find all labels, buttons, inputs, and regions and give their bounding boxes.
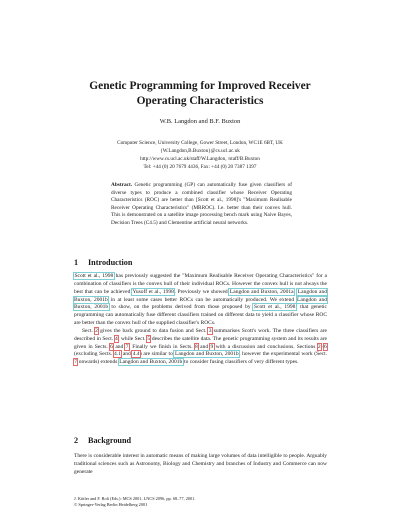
body-text: ; [294,288,298,295]
body-text: ) are similar to [139,351,175,358]
body-text: Sect. [82,327,95,334]
section-reference-link[interactable]: 6 [323,343,327,350]
citation-link[interactable]: Scott et al., 1998 [253,304,296,311]
body-text: . Previously we showed [174,288,230,295]
body-text: summarises Scott's work. The three classifiers are described in Sect. [74,327,327,342]
contact-phone: Tel: +44 (0) 20 7679 4436, Fax: +44 (0) 20 7387 1397 [143,164,257,170]
abstract [111,182,292,227]
body-text: , that genetic programming can automatically fuse different classifiers trained on different data to yield a classifier whose ROC are better than the convex hull of the supplied classifier's ROCs. [74,304,327,327]
section-reference-link[interactable]: 4.4 [132,351,140,358]
introduction-body [74,273,327,367]
body-text: . Finally we finish in Sects. [128,343,195,350]
section-reference-link[interactable]: 2 [317,343,321,350]
section-reference-link[interactable]: 4 [115,335,118,342]
section-reference-link[interactable]: 3 [208,327,212,334]
section-reference-link[interactable]: 2 [95,327,98,334]
affiliation: Computer Science, University College, Gower Street, London, WC1E 6BT, UK [117,140,283,146]
body-text: – [320,343,324,350]
introduction-paragraph-1 [74,273,327,328]
authors: W.B. Langdon and B.F. Buxton [159,118,241,125]
section-title: Background [88,436,132,445]
section-heading-background [74,436,131,446]
citation-link[interactable]: Scott et al., 1998 [74,273,114,279]
page-footer [74,496,334,507]
title-line-1: Genetic Programming for Improved Receiver [89,80,311,92]
background-paragraph-1: There is considerable interest in automatic means of making large volumes of data intelligible to people. Arguably traditional sciences such as Astronomy, Biology and Chemistry and branches of Industry and Commerce can now generate [74,453,327,475]
paper-title [40,79,360,109]
body-text: to consider fusing classifiers of very different types. [182,359,299,366]
section-reference-link[interactable]: 5 [147,335,151,342]
citation-link[interactable]: Yusoff et al., 1998 [132,288,174,295]
body-text: describes the satellite data. The genetic programming system and its results are given in Sects. [74,335,327,350]
body-text: in at least some cases better ROCs can be automatically produced. We extend [108,296,297,303]
background-body [74,453,327,477]
section-heading-introduction [74,258,132,268]
body-text: has previously suggested the "Maximum Realisable Receiver Operating Characteristics" for a combination of classifiers is the convex hull of their individual ROCs. However the convex hull is not always the best that can be achieved [74,273,327,295]
citation-link[interactable]: Langdon and Buxton, 2001b [119,359,183,366]
title-line-2: Operating Characteristics [136,95,264,107]
abstract-text: Genetic programming (GP) can automatically fuse given classifiers of diverse types to produce a combined classifier whose Receiver Operating Characteristics (ROC) are better than [Scott et al., 1998]'s "Maximum Realisable Receiver Operating Characteristics" (MRROC). I.e. better than their convex hull. This is demonstrated on a satellite image processing bench mark using Naive Bayes, Decision Trees (C4.5) and Clementine artificial neural networks. [111,182,293,226]
abstract-label: Abstract. [111,182,133,188]
section-number: 1 [74,258,79,267]
body-text: onwards) extends [77,359,119,366]
citation-link[interactable]: Langdon and Buxton, 2001b [74,288,327,303]
citation-link[interactable]: Langdon and Buxton, 2001a [229,288,294,295]
body-text: with a discussion and conclusions. Sections [213,343,318,350]
section-reference-link[interactable]: 9 [210,343,214,350]
body-text: to show, on the problems derived from those proposed by [108,304,254,311]
section-reference-link[interactable]: 6 [110,343,113,350]
footer-copyright: © Springer-Verlag Berlin Heidelberg 2001 [74,501,148,507]
citation-link[interactable]: Langdon and Buxton, 2001b [174,351,239,358]
section-title: Introduction [88,258,133,267]
section-reference-link[interactable]: 7 [125,343,129,350]
introduction-paragraph-2 [74,328,327,367]
body-text: and [198,343,211,350]
footer-citation: J. Kittler and F. Roli (Eds.): MCS 2001, LNCS 2096, pp. 68–77, 2001. [74,496,196,501]
section-reference-link[interactable]: 8 [195,343,198,350]
section-number: 2 [74,436,79,445]
citation-link[interactable]: Langdon and Buxton, 2001b [74,296,327,311]
body-text: (excluding Sects. [74,351,114,358]
body-text: and [121,351,133,358]
author-urls: http://www.cs.ucl.ac.uk/staff/W.Langdon, /staff/B.Buxton [140,156,260,162]
body-text: and [113,343,126,350]
body-text: gives the back ground to data fusion and Sect. [98,327,209,334]
body-text: , however the experimental work (Sect. [239,351,327,358]
section-reference-link[interactable]: 7 [74,359,78,366]
author-emails: {W.Langdon,B.Buxton}@cs.ucl.ac.uk [160,148,240,154]
affiliation-block [40,139,360,171]
body-text: , while Sect. [118,335,148,342]
section-reference-link[interactable]: 4.1 [114,351,121,358]
